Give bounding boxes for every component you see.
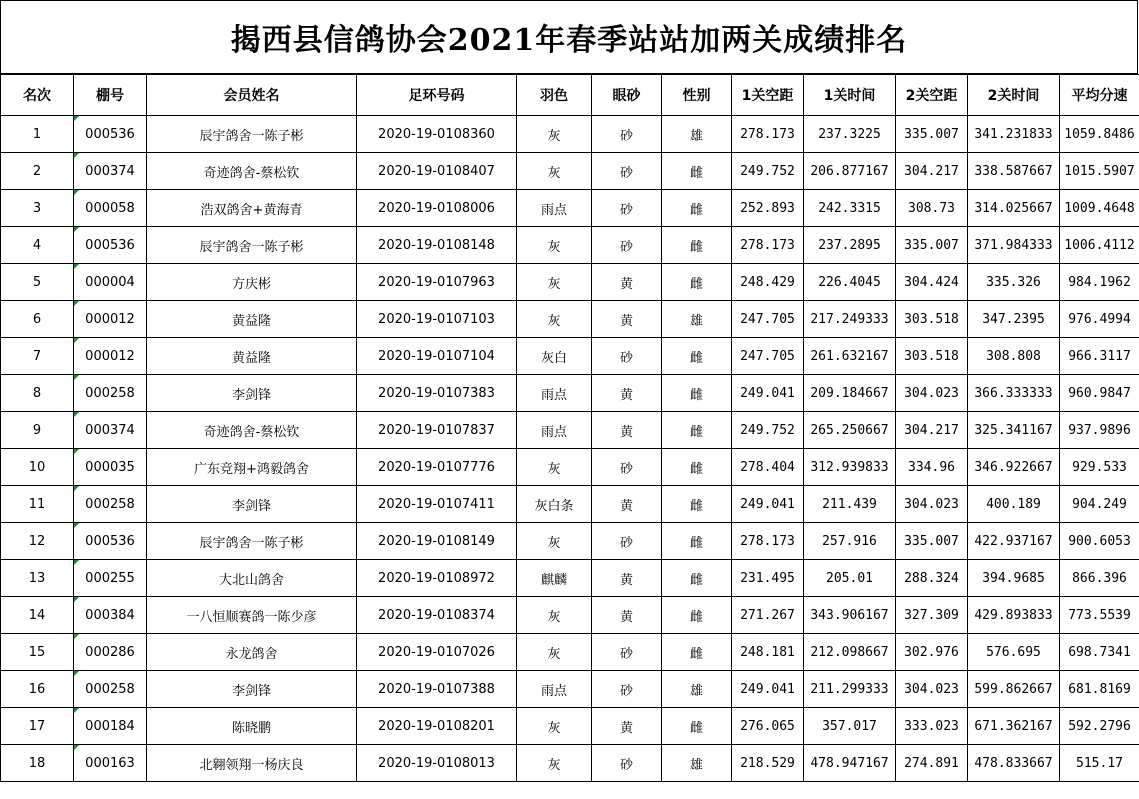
loft-cell[interactable]: 000258 [74, 671, 147, 708]
table-row [1, 227, 1139, 264]
sex-cell[interactable]: 雄 [662, 116, 732, 153]
avg-speed-cell[interactable]: 681.8169 [1060, 671, 1139, 708]
table-row [1, 301, 1139, 338]
rank-cell[interactable]: 2 [1, 153, 74, 190]
rank-cell[interactable]: 8 [1, 375, 74, 412]
ring-number-cell[interactable]: 2020-19-0108407 [357, 153, 517, 190]
member-name-cell[interactable]: 一八恒顺赛鸽一陈少彦 [147, 597, 357, 634]
leg2-distance-cell[interactable]: 303.518 [896, 301, 968, 338]
leg2-time-cell[interactable]: 347.2395 [968, 301, 1060, 338]
color-cell[interactable]: 灰 [517, 227, 592, 264]
loft-cell[interactable]: 000536 [74, 116, 147, 153]
leg1-time-cell[interactable]: 217.249333 [804, 301, 896, 338]
avg-speed-cell[interactable]: 515.17 [1060, 745, 1139, 782]
leg2-distance-cell[interactable]: 304.023 [896, 375, 968, 412]
leg1-time-cell[interactable]: 312.939833 [804, 449, 896, 486]
leg1-time-cell[interactable]: 211.439 [804, 486, 896, 523]
avg-speed-cell[interactable]: 900.6053 [1060, 523, 1139, 560]
leg1-distance-cell[interactable]: 248.181 [732, 634, 804, 671]
leg2-time-cell[interactable]: 335.326 [968, 264, 1060, 301]
leg2-distance-cell[interactable]: 333.023 [896, 708, 968, 745]
avg-speed-cell[interactable]: 773.5539 [1060, 597, 1139, 634]
leg2-time-cell[interactable]: 599.862667 [968, 671, 1060, 708]
rank-cell[interactable]: 18 [1, 745, 74, 782]
column-header[interactable]: 2关空距 [896, 75, 968, 116]
ring-number-cell[interactable]: 2020-19-0108013 [357, 745, 517, 782]
leg1-time-cell[interactable]: 478.947167 [804, 745, 896, 782]
sex-cell[interactable]: 雌 [662, 153, 732, 190]
ring-number-cell[interactable]: 2020-19-0107776 [357, 449, 517, 486]
leg1-distance-cell[interactable]: 249.041 [732, 375, 804, 412]
table-row [1, 190, 1139, 227]
avg-speed-cell[interactable]: 937.9896 [1060, 412, 1139, 449]
header-row [1, 75, 1139, 116]
eye-cell[interactable]: 黄 [592, 560, 662, 597]
loft-cell[interactable]: 000374 [74, 412, 147, 449]
color-cell[interactable]: 麒麟 [517, 560, 592, 597]
ring-number-cell[interactable]: 2020-19-0108201 [357, 708, 517, 745]
member-name-cell[interactable]: 辰宇鸽舍一陈子彬 [147, 227, 357, 264]
leg1-distance-cell[interactable]: 278.404 [732, 449, 804, 486]
rank-cell[interactable]: 9 [1, 412, 74, 449]
leg2-distance-cell[interactable]: 304.023 [896, 486, 968, 523]
leg1-distance-cell[interactable]: 278.173 [732, 523, 804, 560]
leg2-time-cell[interactable]: 346.922667 [968, 449, 1060, 486]
eye-cell[interactable]: 砂 [592, 671, 662, 708]
eye-cell[interactable]: 黄 [592, 375, 662, 412]
leg1-time-cell[interactable]: 226.4045 [804, 264, 896, 301]
column-header[interactable]: 棚号 [74, 75, 147, 116]
rank-cell[interactable]: 11 [1, 486, 74, 523]
sex-cell[interactable]: 雄 [662, 671, 732, 708]
rank-cell[interactable]: 7 [1, 338, 74, 375]
leg1-distance-cell[interactable]: 249.752 [732, 412, 804, 449]
leg2-time-cell[interactable]: 314.025667 [968, 190, 1060, 227]
leg1-time-cell[interactable]: 242.3315 [804, 190, 896, 227]
avg-speed-cell[interactable]: 966.3117 [1060, 338, 1139, 375]
column-header[interactable]: 眼砂 [592, 75, 662, 116]
leg1-distance-cell[interactable]: 249.041 [732, 486, 804, 523]
member-name-cell[interactable]: 李剑锋 [147, 671, 357, 708]
leg2-time-cell[interactable]: 394.9685 [968, 560, 1060, 597]
table-row [1, 153, 1139, 190]
member-name-cell[interactable]: 陈晓鹏 [147, 708, 357, 745]
avg-speed-cell[interactable]: 984.1962 [1060, 264, 1139, 301]
leg1-distance-cell[interactable]: 278.173 [732, 116, 804, 153]
color-cell[interactable]: 灰 [517, 153, 592, 190]
color-cell[interactable]: 雨点 [517, 671, 592, 708]
column-header[interactable]: 性别 [662, 75, 732, 116]
avg-speed-cell[interactable]: 976.4994 [1060, 301, 1139, 338]
ring-number-cell[interactable]: 2020-19-0108972 [357, 560, 517, 597]
avg-speed-cell[interactable]: 904.249 [1060, 486, 1139, 523]
table-row [1, 597, 1139, 634]
leg1-time-cell[interactable]: 261.632167 [804, 338, 896, 375]
sex-cell[interactable]: 雄 [662, 301, 732, 338]
rank-cell[interactable]: 1 [1, 116, 74, 153]
avg-speed-cell[interactable]: 1006.4112 [1060, 227, 1139, 264]
column-header[interactable]: 羽色 [517, 75, 592, 116]
eye-cell[interactable]: 黄 [592, 264, 662, 301]
rank-cell[interactable]: 5 [1, 264, 74, 301]
column-header[interactable]: 名次 [1, 75, 74, 116]
ring-number-cell[interactable]: 2020-19-0107103 [357, 301, 517, 338]
loft-cell[interactable]: 000035 [74, 449, 147, 486]
leg2-distance-cell[interactable]: 303.518 [896, 338, 968, 375]
loft-cell[interactable]: 000012 [74, 301, 147, 338]
leg2-time-cell[interactable]: 478.833667 [968, 745, 1060, 782]
eye-cell[interactable]: 黄 [592, 486, 662, 523]
sex-cell[interactable]: 雌 [662, 597, 732, 634]
leg2-time-cell[interactable]: 429.893833 [968, 597, 1060, 634]
member-name-cell[interactable]: 广东竞翔+鸿毅鸽舍 [147, 449, 357, 486]
ring-number-cell[interactable]: 2020-19-0108149 [357, 523, 517, 560]
avg-speed-cell[interactable]: 960.9847 [1060, 375, 1139, 412]
avg-speed-cell[interactable]: 929.533 [1060, 449, 1139, 486]
member-name-cell[interactable]: 李剑锋 [147, 375, 357, 412]
leg1-time-cell[interactable]: 343.906167 [804, 597, 896, 634]
table-row [1, 116, 1139, 153]
sex-cell[interactable]: 雌 [662, 190, 732, 227]
leg1-distance-cell[interactable]: 247.705 [732, 338, 804, 375]
member-name-cell[interactable]: 黄益隆 [147, 301, 357, 338]
sex-cell[interactable]: 雌 [662, 338, 732, 375]
avg-speed-cell[interactable]: 592.2796 [1060, 708, 1139, 745]
leg2-time-cell[interactable]: 341.231833 [968, 116, 1060, 153]
column-header[interactable]: 2关时间 [968, 75, 1060, 116]
column-header[interactable]: 足环号码 [357, 75, 517, 116]
member-name-cell[interactable]: 北翱领翔一杨庆良 [147, 745, 357, 782]
ring-number-cell[interactable]: 2020-19-0108374 [357, 597, 517, 634]
leg1-distance-cell[interactable]: 252.893 [732, 190, 804, 227]
leg2-time-cell[interactable]: 422.937167 [968, 523, 1060, 560]
eye-cell[interactable]: 砂 [592, 634, 662, 671]
column-header[interactable]: 1关空距 [732, 75, 804, 116]
leg2-distance-cell[interactable]: 308.73 [896, 190, 968, 227]
sex-cell[interactable]: 雌 [662, 264, 732, 301]
ring-number-cell[interactable]: 2020-19-0108360 [357, 116, 517, 153]
leg1-distance-cell[interactable]: 248.429 [732, 264, 804, 301]
ring-number-cell[interactable]: 2020-19-0107837 [357, 412, 517, 449]
column-header[interactable]: 会员姓名 [147, 75, 357, 116]
ring-number-cell[interactable]: 2020-19-0108006 [357, 190, 517, 227]
rank-cell[interactable]: 4 [1, 227, 74, 264]
loft-cell[interactable]: 000255 [74, 560, 147, 597]
eye-cell[interactable]: 砂 [592, 116, 662, 153]
sex-cell[interactable]: 雌 [662, 412, 732, 449]
leg2-time-cell[interactable]: 671.362167 [968, 708, 1060, 745]
leg2-distance-cell[interactable]: 288.324 [896, 560, 968, 597]
eye-cell[interactable]: 砂 [592, 449, 662, 486]
table-row [1, 375, 1139, 412]
color-cell[interactable]: 灰 [517, 634, 592, 671]
member-name-cell[interactable]: 辰宇鸽舍一陈子彬 [147, 523, 357, 560]
eye-cell[interactable]: 黄 [592, 708, 662, 745]
table-row [1, 708, 1139, 745]
ring-number-cell[interactable]: 2020-19-0107104 [357, 338, 517, 375]
leg1-distance-cell[interactable]: 247.705 [732, 301, 804, 338]
loft-cell[interactable]: 000258 [74, 375, 147, 412]
ring-number-cell[interactable]: 2020-19-0107388 [357, 671, 517, 708]
ring-number-cell[interactable]: 2020-19-0107963 [357, 264, 517, 301]
leg2-time-cell[interactable]: 371.984333 [968, 227, 1060, 264]
loft-cell[interactable]: 000163 [74, 745, 147, 782]
avg-speed-cell[interactable]: 698.7341 [1060, 634, 1139, 671]
member-name-cell[interactable]: 大北山鸽舍 [147, 560, 357, 597]
rank-cell[interactable]: 6 [1, 301, 74, 338]
member-name-cell[interactable]: 永龙鸽舍 [147, 634, 357, 671]
sheet-title: 揭西县信鸽协会2021年春季站站加两关成绩排名 [0, 0, 1138, 74]
sex-cell[interactable]: 雌 [662, 523, 732, 560]
member-name-cell[interactable]: 方庆彬 [147, 264, 357, 301]
leg2-distance-cell[interactable]: 334.96 [896, 449, 968, 486]
column-header[interactable]: 平均分速 [1060, 75, 1139, 116]
leg1-time-cell[interactable]: 209.184667 [804, 375, 896, 412]
leg2-distance-cell[interactable]: 335.007 [896, 227, 968, 264]
leg2-time-cell[interactable]: 366.333333 [968, 375, 1060, 412]
table-row [1, 486, 1139, 523]
eye-cell[interactable]: 砂 [592, 153, 662, 190]
eye-cell[interactable]: 砂 [592, 227, 662, 264]
color-cell[interactable]: 灰 [517, 597, 592, 634]
loft-cell[interactable]: 000384 [74, 597, 147, 634]
rank-cell[interactable]: 3 [1, 190, 74, 227]
loft-cell[interactable]: 000536 [74, 227, 147, 264]
member-name-cell[interactable]: 浩双鸽舍+黄海青 [147, 190, 357, 227]
leg2-distance-cell[interactable]: 304.217 [896, 153, 968, 190]
leg1-distance-cell[interactable]: 276.065 [732, 708, 804, 745]
color-cell[interactable]: 灰白条 [517, 486, 592, 523]
loft-cell[interactable]: 000004 [74, 264, 147, 301]
avg-speed-cell[interactable]: 1015.5907 [1060, 153, 1139, 190]
rank-cell[interactable]: 15 [1, 634, 74, 671]
avg-speed-cell[interactable]: 866.396 [1060, 560, 1139, 597]
eye-cell[interactable]: 砂 [592, 745, 662, 782]
leg2-distance-cell[interactable]: 302.976 [896, 634, 968, 671]
leg2-time-cell[interactable]: 576.695 [968, 634, 1060, 671]
table-body [1, 116, 1139, 782]
sex-cell[interactable]: 雌 [662, 708, 732, 745]
leg2-distance-cell[interactable]: 335.007 [896, 116, 968, 153]
leg2-distance-cell[interactable]: 304.023 [896, 671, 968, 708]
sex-cell[interactable]: 雌 [662, 227, 732, 264]
leg1-time-cell[interactable]: 211.299333 [804, 671, 896, 708]
avg-speed-cell[interactable]: 1009.4648 [1060, 190, 1139, 227]
table-row [1, 264, 1139, 301]
member-name-cell[interactable]: 奇迹鸽舍-蔡松钦 [147, 412, 357, 449]
rank-cell[interactable]: 10 [1, 449, 74, 486]
loft-cell[interactable]: 000536 [74, 523, 147, 560]
rank-cell[interactable]: 17 [1, 708, 74, 745]
leg1-distance-cell[interactable]: 218.529 [732, 745, 804, 782]
leg2-distance-cell[interactable]: 327.309 [896, 597, 968, 634]
color-cell[interactable]: 雨点 [517, 190, 592, 227]
leg2-distance-cell[interactable]: 304.217 [896, 412, 968, 449]
table-row [1, 449, 1139, 486]
leg2-time-cell[interactable]: 308.808 [968, 338, 1060, 375]
leg1-time-cell[interactable]: 357.017 [804, 708, 896, 745]
eye-cell[interactable]: 黄 [592, 412, 662, 449]
color-cell[interactable]: 灰 [517, 708, 592, 745]
column-header[interactable]: 1关时间 [804, 75, 896, 116]
color-cell[interactable]: 雨点 [517, 375, 592, 412]
member-name-cell[interactable]: 辰宇鸽舍一陈子彬 [147, 116, 357, 153]
rank-cell[interactable]: 12 [1, 523, 74, 560]
sex-cell[interactable]: 雌 [662, 375, 732, 412]
ring-number-cell[interactable]: 2020-19-0107383 [357, 375, 517, 412]
table-row [1, 338, 1139, 375]
loft-cell[interactable]: 000286 [74, 634, 147, 671]
leg1-distance-cell[interactable]: 231.495 [732, 560, 804, 597]
loft-cell[interactable]: 000058 [74, 190, 147, 227]
color-cell[interactable]: 雨点 [517, 412, 592, 449]
sex-cell[interactable]: 雌 [662, 560, 732, 597]
leg2-distance-cell[interactable]: 304.424 [896, 264, 968, 301]
ring-number-cell[interactable]: 2020-19-0107411 [357, 486, 517, 523]
table-row [1, 634, 1139, 671]
table-row [1, 745, 1139, 782]
leg1-distance-cell[interactable]: 271.267 [732, 597, 804, 634]
sex-cell[interactable]: 雄 [662, 745, 732, 782]
table-row [1, 560, 1139, 597]
table-row [1, 523, 1139, 560]
ring-number-cell[interactable]: 2020-19-0108148 [357, 227, 517, 264]
rank-cell[interactable]: 14 [1, 597, 74, 634]
loft-cell[interactable]: 000184 [74, 708, 147, 745]
loft-cell[interactable]: 000012 [74, 338, 147, 375]
leg2-time-cell[interactable]: 325.341167 [968, 412, 1060, 449]
avg-speed-cell[interactable]: 1059.8486 [1060, 116, 1139, 153]
leg1-distance-cell[interactable]: 249.752 [732, 153, 804, 190]
member-name-cell[interactable]: 奇迹鸽舍-蔡松钦 [147, 153, 357, 190]
table-row [1, 412, 1139, 449]
member-name-cell[interactable]: 李剑锋 [147, 486, 357, 523]
loft-cell[interactable]: 000258 [74, 486, 147, 523]
color-cell[interactable]: 灰 [517, 449, 592, 486]
color-cell[interactable]: 灰 [517, 745, 592, 782]
table-row [1, 671, 1139, 708]
eye-cell[interactable]: 砂 [592, 523, 662, 560]
color-cell[interactable]: 灰 [517, 301, 592, 338]
eye-cell[interactable]: 黄 [592, 301, 662, 338]
sex-cell[interactable]: 雌 [662, 486, 732, 523]
results-table [0, 74, 1139, 782]
color-cell[interactable]: 灰 [517, 523, 592, 560]
sex-cell[interactable]: 雌 [662, 634, 732, 671]
leg2-distance-cell[interactable]: 274.891 [896, 745, 968, 782]
sex-cell[interactable]: 雌 [662, 449, 732, 486]
leg1-time-cell[interactable]: 205.01 [804, 560, 896, 597]
leg2-distance-cell[interactable]: 335.007 [896, 523, 968, 560]
eye-cell[interactable]: 黄 [592, 597, 662, 634]
eye-cell[interactable]: 砂 [592, 338, 662, 375]
loft-cell[interactable]: 000374 [74, 153, 147, 190]
color-cell[interactable]: 灰 [517, 116, 592, 153]
leg1-time-cell[interactable]: 206.877167 [804, 153, 896, 190]
leg1-time-cell[interactable]: 212.098667 [804, 634, 896, 671]
leg2-time-cell[interactable]: 400.189 [968, 486, 1060, 523]
leg1-distance-cell[interactable]: 249.041 [732, 671, 804, 708]
leg1-time-cell[interactable]: 237.2895 [804, 227, 896, 264]
eye-cell[interactable]: 砂 [592, 190, 662, 227]
leg1-distance-cell[interactable]: 278.173 [732, 227, 804, 264]
color-cell[interactable]: 灰白 [517, 338, 592, 375]
leg1-time-cell[interactable]: 257.916 [804, 523, 896, 560]
leg1-time-cell[interactable]: 265.250667 [804, 412, 896, 449]
ring-number-cell[interactable]: 2020-19-0107026 [357, 634, 517, 671]
rank-cell[interactable]: 13 [1, 560, 74, 597]
leg2-time-cell[interactable]: 338.587667 [968, 153, 1060, 190]
color-cell[interactable]: 灰 [517, 264, 592, 301]
leg1-time-cell[interactable]: 237.3225 [804, 116, 896, 153]
rank-cell[interactable]: 16 [1, 671, 74, 708]
member-name-cell[interactable]: 黄益隆 [147, 338, 357, 375]
